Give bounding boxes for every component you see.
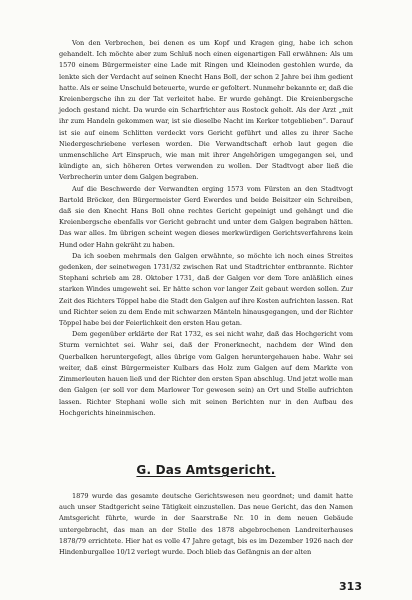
body-text bbox=[59, 38, 353, 419]
section-heading: G. Das Amtsgericht. bbox=[136, 463, 276, 477]
paragraph: Dem gegenüber erklärte der Rat 1732, es sei nicht wahr, daß das Hochgericht vom Sturm vernichtet sei. Wahr sei, daß der Fronerknecht, nachdem der Wind den Querbalken heruntergefegt, alles übrige vom Galgen heruntergehauen habe. Wahr sei weiter, daß einst Bürgermeister Kulbars das Holz zum Galgen auf dem Markte von Zimmerleuten hauen ließ und der Richter den ersten Span abschlug. Und jetzt wolle man den Galgen (er soll vor dem Marlower Tor gewesen sein) an Ort und Stelle aufrichten lassen. Richter Stephani wolle sich mit seinen Berichten nur in den Aufbau des Hochgerichts hineinmischen. bbox=[59, 330, 353, 417]
page-number: 313 bbox=[339, 580, 362, 593]
paragraph: Von den Verbrechen, bei denen es um Kopf und Kragen ging, habe ich schon gehandelt. Ich möchte aber zum Schluß noch einen eigenartigen Fall erwähnen: Als um 1570 einem Bürgermeister eine Lade mit Ringen und Kleinoden gestohlen wurde, da lenkte sich der Verdacht auf seinen Knecht Hans Boll, der schon 2 Jahre bei ihm gedient hatte. Als er seine Unschuld beteuerte, wurde er gefoltert. Nunmehr bekannte er, daß die Kreienbergsche ihn zu der Tat verleitet habe. Er wurde gehängt. Die Kreienbergsche jedoch gestand nicht. Da wurde ein Scharfrichter aus Rostock geholt. Als der Arzt „mit ihr zum Handeln gekommen war, ist sie dieselbe Nacht im Kerker totgeblieben“. Darauf ist sie auf einem Schlitten verdeckt vors Gericht geführt und alles zu ihrer Sache Niedergeschriebene verlesen worden. Die Verwandtschaft erhob laut gegen die unmenschliche Art Einspruch, wie man mit ihrer Angehörigen umgegangen sei, und kündigte an, sich höheren Ortes verwenden zu wollen. Der Stadtvogt aber ließ die Verbrecherin unter dem Galgen begraben. bbox=[59, 39, 353, 182]
paragraph: Auf die Beschwerde der Verwandten erging 1573 vom Fürsten an den Stadtvogt Bartold Bröcker, den Bürgermeister Gerd Ewerdes und beide Beisitzer ein Schreiben, daß sie den Knecht Hans Boll ohne rechtes Gericht gepeinigt und gehängt und die Kreienbergsche ebenfalls vor Gericht gebracht und unter dem Galgen begraben hätten. Das war alles. Im übrigen scheint wegen dieses merkwürdigen Gerichtsverfahrens kein Hund oder Hahn gekräht zu haben. bbox=[59, 184, 353, 249]
paragraph: 1879 wurde das gesamte deutsche Gerichtswesen neu geordnet; und damit hatte auch unser Stadtgericht seine Tätigkeit einzustellen. Das neue Gericht, das den Namen Amtsgericht führte, wurde in der Saarstraße Nr. 10 in dem neuen Gebäude untergebracht, das man an der Stelle des 1878 abgebrochenen Landreiterhauses 1878/79 errichtete. Hier hat es volle 47 Jahre getagt, bis es im Dezember 1926 nach der Hindenburgallee 10/12 verlegt wurde. Doch blieb das Gefängnis an der alten bbox=[59, 492, 353, 557]
body-text-section bbox=[59, 491, 353, 558]
paragraph: Da ich soeben mehrmals den Galgen erwähnte, so möchte ich noch eines Streites gedenken, der seinetwegen 1731/32 zwischen Rat und Stadtrichter entbrannte. Richter Stephani schrieb am 28. Oktober 1731, daß der Galgen vor dem Tore anläßlich eines starken Windes umgeweht sei. Er hätte schon vor langer Zeit gebaut werden sollen. Zur Zeit des Richters Töppel habe die Stadt den Galgen auf ihre Kosten aufrichten lassen. Rat und Richter seien zu dem Ende mit schwarzen Mänteln hinausgegangen, und der Richter Töppel habe bei der Feierlichkeit den ersten Hau getan. bbox=[59, 251, 353, 328]
